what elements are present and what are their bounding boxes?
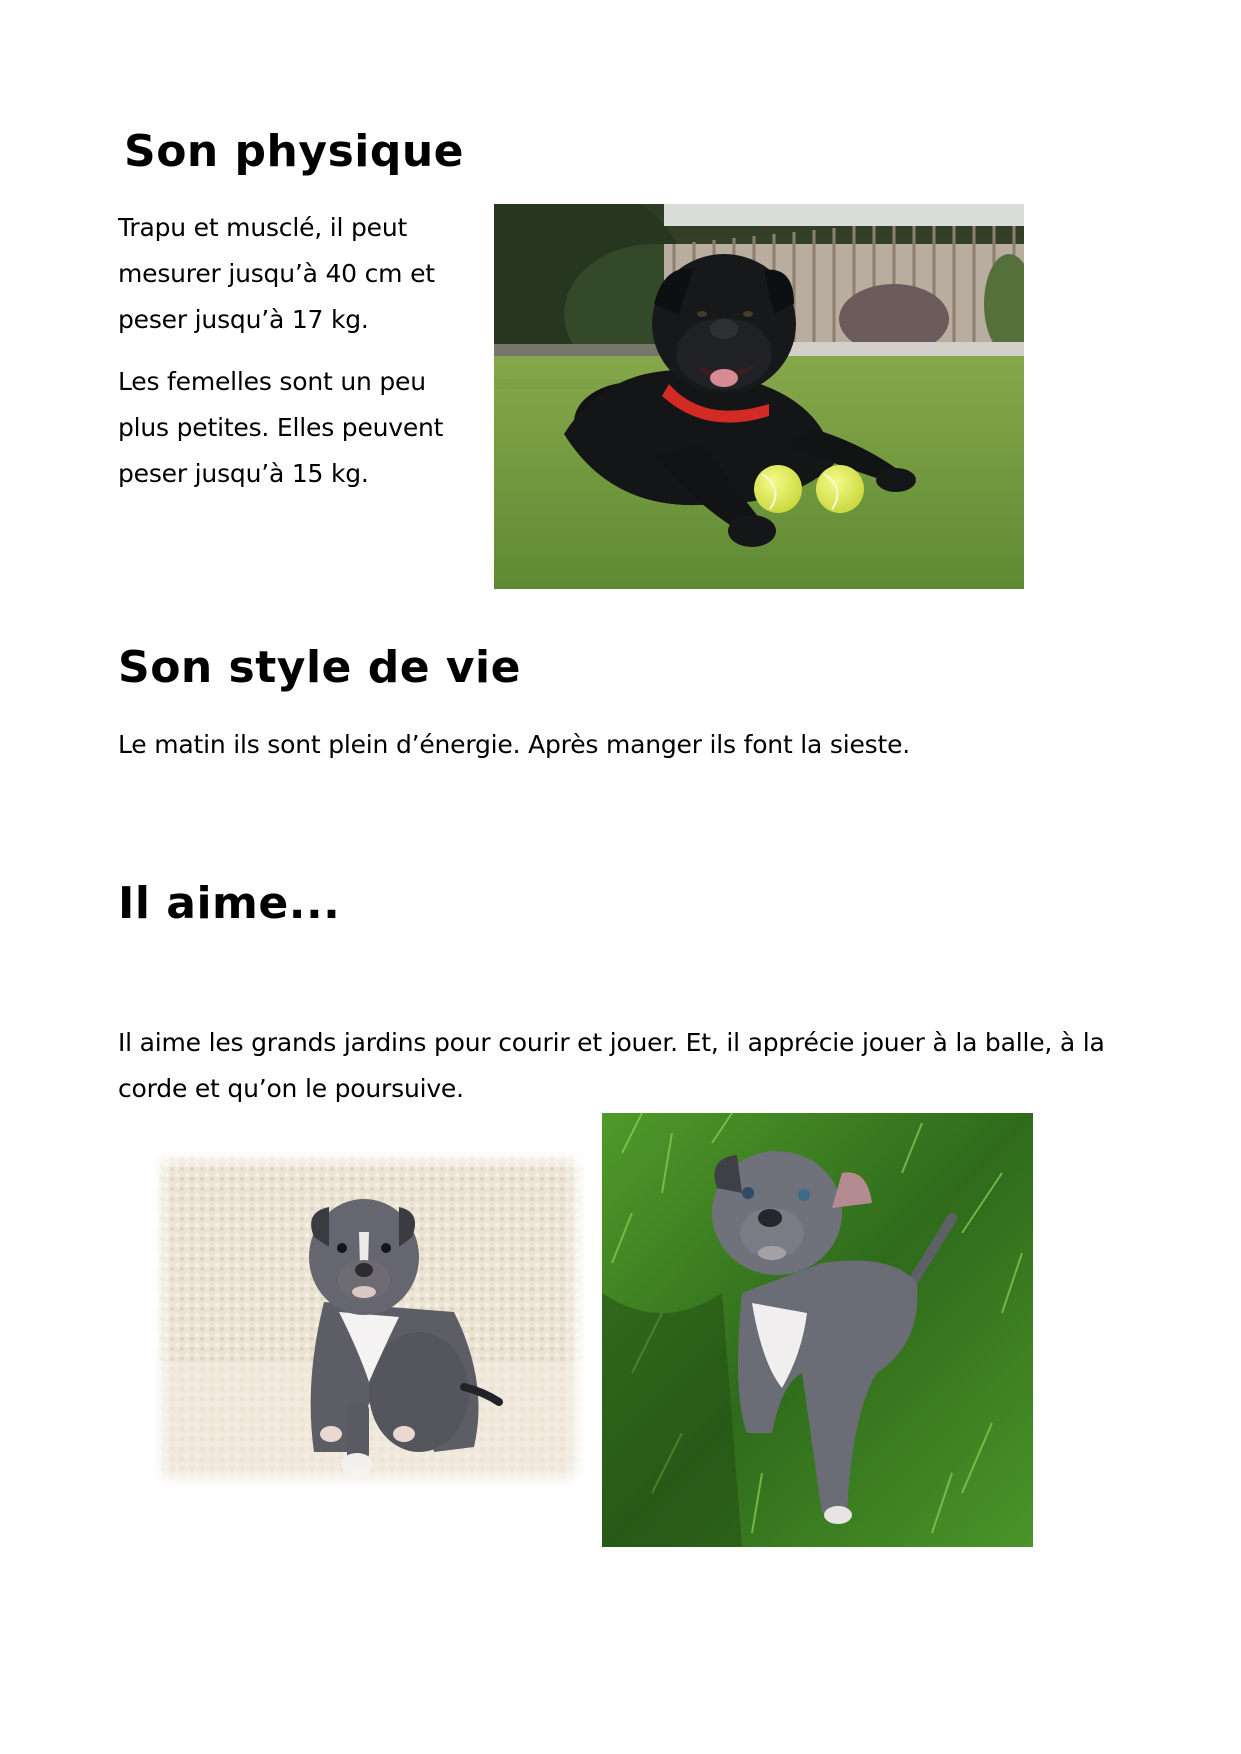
heading-son-style-de-vie: Son style de vie: [118, 642, 521, 693]
paragraph-physique-1: Trapu et musclé, il peut mesurer jusqu’à 40 cm et peser jusqu’à 17 kg.: [118, 213, 435, 334]
paragraph-il-aime: Il aime les grands jardins pour courir et jouer. Et, il apprécie jouer à la balle, à la corde et qu’on le poursuive.: [118, 1028, 1105, 1103]
paragraph-physique-2: Les femelles sont un peu plus petites. Elles peuvent peser jusqu’à 15 kg.: [118, 367, 444, 488]
paragraph-style-de-vie: Le matin ils sont plein d’énergie. Après manger ils font la sieste.: [118, 730, 911, 759]
photo-black-staffie: [494, 204, 1024, 589]
photo-puppy-blanket: [154, 1152, 584, 1486]
puppy-grass-image: [602, 1113, 1033, 1547]
heading-son-physique: Son physique: [124, 126, 464, 177]
heading-il-aime: Il aime...: [118, 878, 341, 929]
photo-puppy-grass: [602, 1113, 1033, 1547]
puppy-blanket-image: [154, 1152, 584, 1486]
black-dog-image: [494, 204, 1024, 589]
